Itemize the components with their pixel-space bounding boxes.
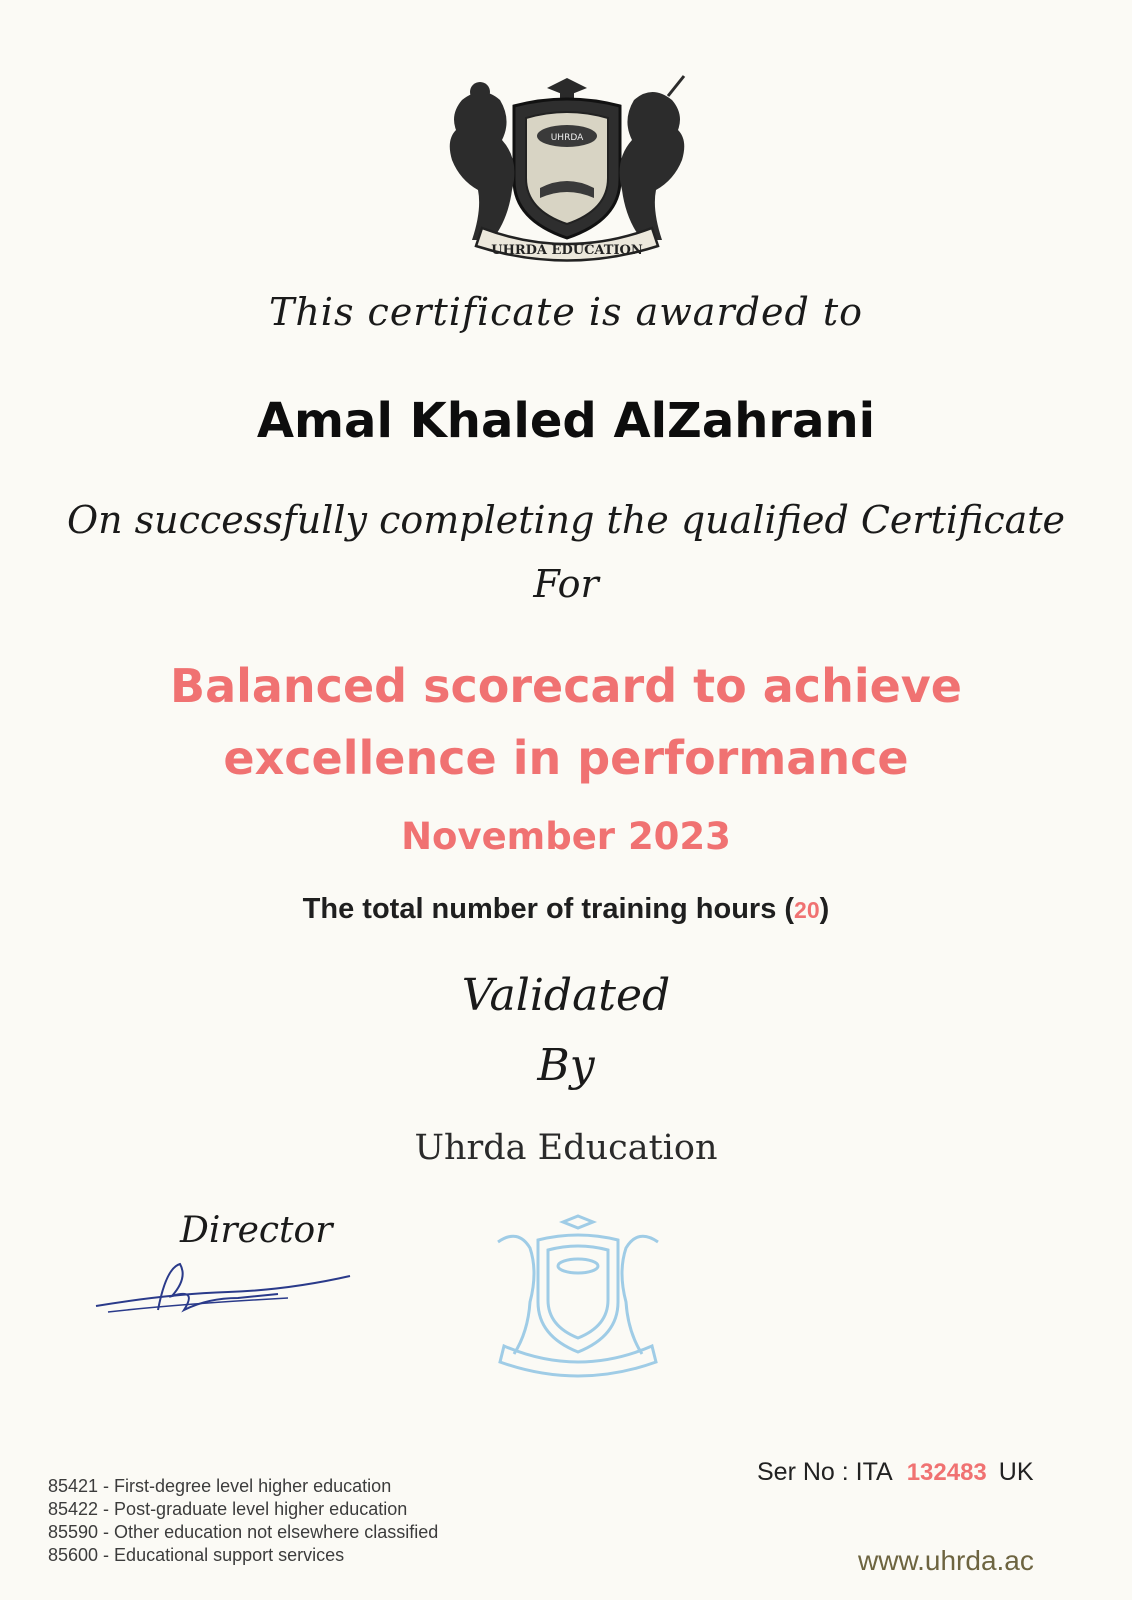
director-signature: [88, 1248, 368, 1318]
training-hours-prefix: The total number of training hours (: [302, 893, 795, 925]
completion-line: On successfully completing the qualified Certificate: [66, 498, 1066, 542]
coat-of-arms-icon: [432, 70, 702, 270]
code-row: 85590 - Other education not elsewhere classified: [48, 1522, 439, 1542]
training-hours-value: 20: [794, 897, 820, 923]
organization-name: Uhrda Education: [414, 1128, 718, 1168]
training-hours-suffix: ): [819, 893, 830, 925]
serial-country: UK: [998, 1458, 1034, 1486]
website-url: www.uhrda.ac: [858, 1545, 1034, 1576]
serial-label: Ser No : ITA: [757, 1458, 893, 1486]
serial-number: [757, 1458, 1034, 1487]
code-row: 85600 - Educational support services: [48, 1545, 345, 1565]
training-hours: [0, 893, 1132, 926]
coat-of-arms-stamp-icon: [468, 1212, 688, 1382]
code-row: 85422 - Post-graduate level higher education: [48, 1499, 408, 1519]
for-word: For: [533, 562, 599, 606]
code-row: 85421 - First-degree level higher education: [48, 1476, 392, 1496]
validated-word: Validated: [461, 970, 671, 1021]
director-title: Director: [180, 1210, 333, 1251]
crest-banner-text: UHRDA EDUCATION: [491, 243, 643, 258]
by-word: By: [537, 1040, 595, 1091]
course-date: November 2023: [401, 815, 731, 858]
crest-shield-text: UHRDA: [550, 133, 584, 143]
recipient-name: Amal Khaled AlZahrani: [256, 393, 876, 449]
awarded-heading: This certificate is awarded to: [268, 290, 863, 334]
education-codes-list: [48, 1475, 438, 1567]
serial-value: 132483: [906, 1459, 987, 1486]
course-title: Balanced scorecard to achieve excellence in performance: [170, 659, 962, 785]
